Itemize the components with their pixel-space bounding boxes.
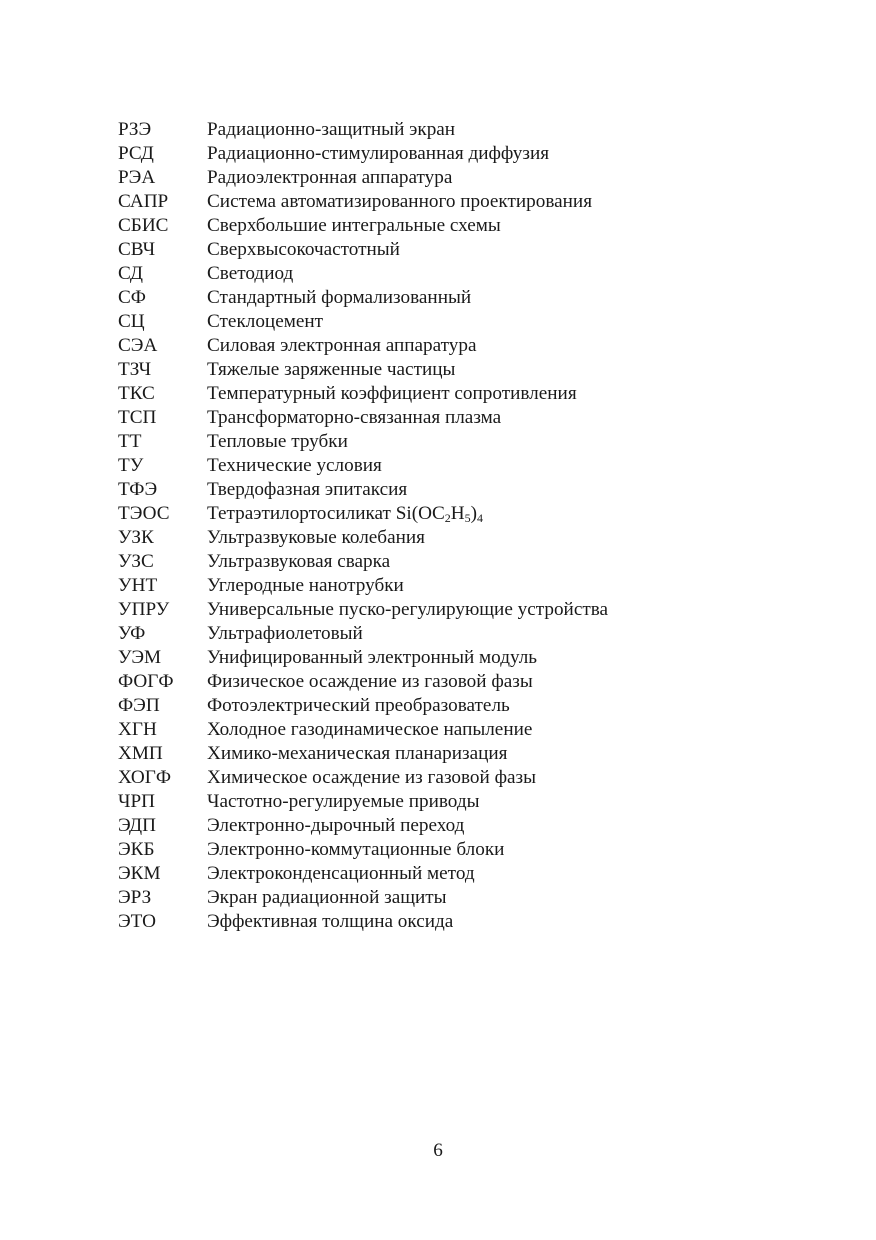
abbreviation-description: Фотоэлектрический преобразователь — [207, 695, 510, 716]
abbreviation-description: Сверхвысокочастотный — [207, 239, 400, 260]
abbreviation-list — [118, 118, 608, 934]
abbreviation-row — [118, 502, 608, 526]
abbreviation-term: ТУ — [118, 455, 144, 476]
abbreviation-row — [118, 334, 608, 358]
abbreviation-term: ТТ — [118, 431, 142, 452]
abbreviation-row — [118, 790, 608, 814]
abbreviation-term: УНТ — [118, 575, 158, 596]
abbreviation-row — [118, 454, 608, 478]
abbreviation-term: СФ — [118, 287, 146, 308]
abbreviation-term: СВЧ — [118, 239, 156, 260]
abbreviation-description: Электронно-коммутационные блоки — [207, 839, 505, 860]
subscript: 4 — [477, 511, 483, 525]
abbreviation-row — [118, 574, 608, 598]
abbreviation-term: УПРУ — [118, 599, 170, 620]
abbreviation-row — [118, 886, 608, 910]
abbreviation-term: ЭРЗ — [118, 887, 152, 908]
abbreviation-term: ТСП — [118, 407, 157, 428]
abbreviation-description: Эффективная толщина оксида — [207, 911, 454, 932]
abbreviation-description: Холодное газодинамическое напыление — [207, 719, 533, 740]
abbreviation-description: Стеклоцемент — [207, 311, 324, 332]
abbreviation-term: УЗК — [118, 527, 154, 548]
abbreviation-term: РЗЭ — [118, 119, 152, 140]
abbreviation-term: САПР — [118, 191, 169, 212]
abbreviation-term: УЗС — [118, 551, 154, 572]
abbreviation-description: Сверхбольшие интегральные схемы — [207, 215, 501, 236]
abbreviation-description: Твердофазная эпитаксия — [207, 479, 408, 500]
abbreviation-row — [118, 166, 608, 190]
abbreviation-row — [118, 478, 608, 502]
subscript: 5 — [464, 511, 471, 525]
abbreviation-row — [118, 550, 608, 574]
abbreviation-term: ТЗЧ — [118, 359, 152, 380]
abbreviation-row — [118, 910, 608, 934]
abbreviation-description: Химико-механическая планаризация — [207, 743, 508, 764]
abbreviation-term: ФЭП — [118, 695, 160, 716]
abbreviation-description: Система автоматизированного проектирования — [207, 191, 593, 212]
abbreviation-row — [118, 238, 608, 262]
abbreviation-term: ЭКМ — [118, 863, 161, 884]
abbreviation-row — [118, 382, 608, 406]
abbreviation-row — [118, 718, 608, 742]
abbreviation-row — [118, 430, 608, 454]
abbreviation-description: Радиационно-защитный экран — [207, 119, 456, 140]
abbreviation-term: ЧРП — [118, 791, 155, 812]
abbreviation-term: РСД — [118, 143, 154, 164]
abbreviation-term: ТКС — [118, 383, 155, 404]
abbreviation-term: УФ — [118, 623, 146, 644]
abbreviation-row — [118, 190, 608, 214]
abbreviation-description: Тяжелые заряженные частицы — [207, 359, 456, 380]
abbreviation-term: СД — [118, 263, 143, 284]
description-text: Тетраэтилортосиликат Si(OC — [207, 503, 445, 524]
abbreviation-description: Электроконденсационный метод — [207, 863, 475, 884]
abbreviation-description: Тепловые трубки — [207, 431, 348, 452]
abbreviation-description: Частотно-регулируемые приводы — [207, 791, 480, 812]
abbreviation-row — [118, 622, 608, 646]
abbreviation-term: ХОГФ — [118, 767, 171, 788]
abbreviation-row — [118, 526, 608, 550]
abbreviation-description: Физическое осаждение из газовой фазы — [207, 671, 533, 692]
abbreviation-description: Углеродные нанотрубки — [207, 575, 404, 596]
abbreviation-row — [118, 310, 608, 334]
abbreviation-row — [118, 694, 608, 718]
abbreviation-description: Радиоэлектронная аппаратура — [207, 167, 453, 188]
abbreviation-term: ХГН — [118, 719, 157, 740]
abbreviation-term: РЭА — [118, 167, 156, 188]
abbreviation-description — [207, 502, 483, 526]
abbreviation-term: СЭА — [118, 335, 158, 356]
abbreviation-row — [118, 142, 608, 166]
abbreviation-description: Ультрафиолетовый — [207, 623, 363, 644]
description-text: ) — [470, 503, 477, 524]
abbreviation-term: УЭМ — [118, 647, 162, 668]
abbreviation-description: Экран радиационной защиты — [207, 887, 447, 908]
abbreviation-description: Унифицированный электронный модуль — [207, 647, 538, 668]
abbreviation-term: ФОГФ — [118, 671, 174, 692]
abbreviation-row — [118, 742, 608, 766]
abbreviation-row — [118, 286, 608, 310]
subscript: 2 — [444, 511, 451, 525]
abbreviation-description: Технические условия — [207, 455, 382, 476]
abbreviation-description: Температурный коэффициент сопротивления — [207, 383, 577, 404]
description-text: H — [450, 503, 465, 524]
abbreviation-row — [118, 358, 608, 382]
page-number: 6 — [433, 1140, 443, 1161]
abbreviation-description: Радиационно-стимулированная диффузия — [207, 143, 550, 164]
abbreviation-row — [118, 406, 608, 430]
abbreviation-description: Ультразвуковые колебания — [207, 527, 425, 548]
abbreviation-description: Универсальные пуско-регулирующие устройства — [207, 599, 609, 620]
abbreviation-row — [118, 214, 608, 238]
abbreviation-term: ХМП — [118, 743, 163, 764]
abbreviation-term: СБИС — [118, 215, 169, 236]
abbreviation-term: ЭТО — [118, 911, 156, 932]
abbreviation-description: Силовая электронная аппаратура — [207, 335, 477, 356]
abbreviation-row — [118, 670, 608, 694]
abbreviation-row — [118, 598, 608, 622]
abbreviation-description: Трансформаторно-связанная плазма — [207, 407, 502, 428]
abbreviation-term: СЦ — [118, 311, 145, 332]
abbreviation-description: Химическое осаждение из газовой фазы — [207, 767, 537, 788]
abbreviation-row — [118, 862, 608, 886]
abbreviation-description: Светодиод — [207, 263, 294, 284]
abbreviation-term: ЭДП — [118, 815, 156, 836]
abbreviation-description: Стандартный формализованный — [207, 287, 472, 308]
abbreviation-term: ЭКБ — [118, 839, 155, 860]
abbreviation-row — [118, 814, 608, 838]
abbreviation-row — [118, 646, 608, 670]
abbreviation-row — [118, 766, 608, 790]
abbreviation-row — [118, 262, 608, 286]
abbreviation-row — [118, 838, 608, 862]
abbreviation-term: ТЭОС — [118, 503, 170, 524]
abbreviation-description: Ультразвуковая сварка — [207, 551, 391, 572]
abbreviation-row — [118, 118, 608, 142]
abbreviation-description: Электронно-дырочный переход — [207, 815, 465, 836]
abbreviation-term: ТФЭ — [118, 479, 158, 500]
